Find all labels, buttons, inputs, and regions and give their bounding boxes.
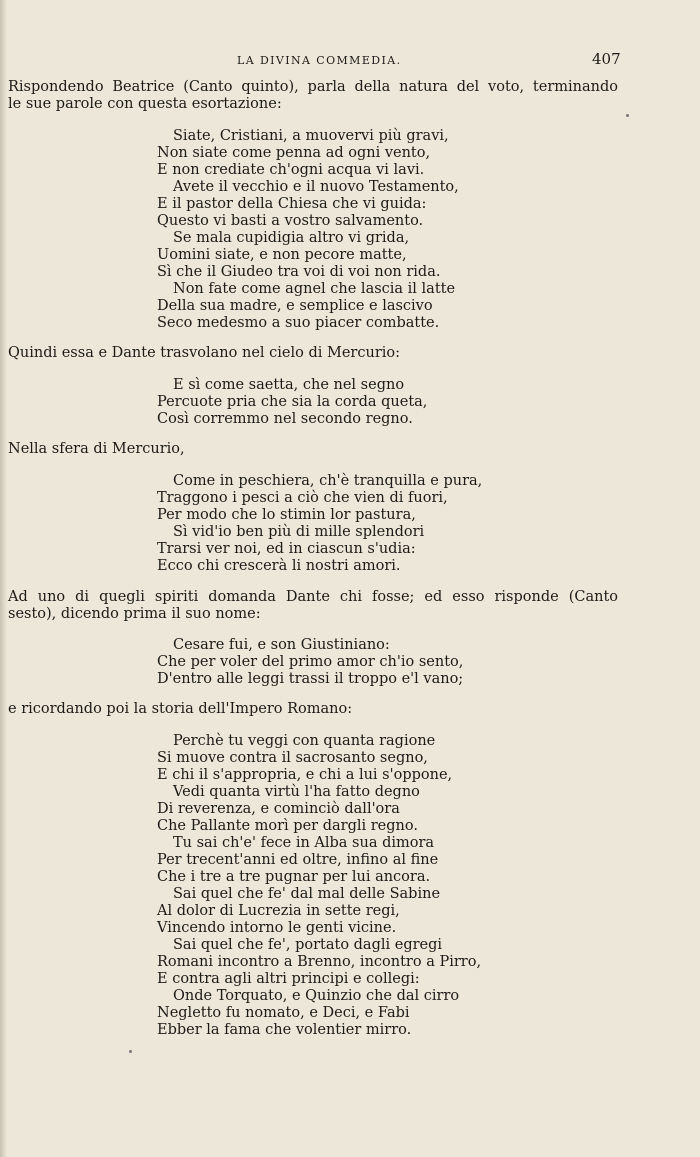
verse-line: Vincendo intorno le genti vicine.	[157, 920, 397, 936]
prose-line: le sue parole con questa esortazione:	[8, 96, 282, 112]
prose-line: Ad uno di quegli spiriti domanda Dante chi fosse; ed esso risponde (Canto	[8, 589, 618, 605]
prose-line: sesto), dicendo prima il suo nome:	[8, 606, 261, 622]
verse-line: Se mala cupidigia altro vi grida,	[173, 230, 410, 246]
verse-line: E contra agli altri principi e collegi:	[157, 971, 420, 987]
verse-line: Sì che il Giudeo tra voi di voi non rida.	[157, 264, 441, 280]
prose-line: Quindi essa e Dante trasvolano nel cielo di Mercurio:	[8, 345, 401, 361]
verse-line: E il pastor della Chiesa che vi guida:	[157, 196, 427, 212]
verse-line: Percuote pria che sia la corda queta,	[157, 394, 428, 410]
verse-line: E chi il s'appropria, e chi a lui s'oppone,	[157, 767, 453, 783]
prose-line: Rispondendo Beatrice (Canto quinto), parla della natura del voto, terminando	[8, 79, 618, 95]
verse-line: Ebber la fama che volentier mirro.	[157, 1022, 412, 1038]
verse-line: Sì vid'io ben più di mille splendori	[173, 524, 425, 540]
page-binding-edge	[0, 0, 7, 1157]
verse-line: Al dolor di Lucrezia in sette regi,	[157, 903, 400, 919]
verse-line: Della sua madre, e semplice e lascivo	[157, 298, 433, 314]
verse-line: Tu sai ch'e' fece in Alba sua dimora	[173, 835, 435, 851]
verse-line: Vedi quanta virtù l'ha fatto degno	[173, 784, 420, 800]
verse-line: Siate, Cristiani, a muovervi più gravi,	[173, 128, 449, 144]
verse-line: Questo vi basti a vostro salvamento.	[157, 213, 424, 229]
verse-line: Che per voler del primo amor ch'io sento,	[157, 654, 464, 670]
verse-line: Per trecent'anni ed oltre, infino al fine	[157, 852, 439, 868]
verse-line: D'entro alle leggi trassi il troppo e'l vano;	[157, 671, 464, 687]
verse-line: Trarsi ver noi, ed in ciascun s'udia:	[157, 541, 416, 557]
verse-line: Così corremmo nel secondo regno.	[157, 411, 413, 427]
page-header	[0, 50, 700, 74]
verse-line: Ecco chi crescerà li nostri amori.	[157, 558, 401, 574]
verse-line: Sai quel che fe', portato dagli egregi	[173, 937, 443, 953]
verse-line: E non crediate ch'ogni acqua vi lavi.	[157, 162, 425, 178]
running-title: LA DIVINA COMMEDIA.	[237, 54, 402, 67]
prose-line: Nella sfera di Mercurio,	[8, 441, 185, 457]
verse-line: Sai quel che fe' dal mal delle Sabine	[173, 886, 441, 902]
verse-line: Che i tre a tre pugnar per lui ancora.	[157, 869, 431, 885]
prose-line: e ricordando poi la storia dell'Impero Romano:	[8, 701, 353, 717]
verse-line: Seco medesmo a suo piacer combatte.	[157, 315, 440, 331]
verse-line: Traggono i pesci a ciò che vien di fuori,	[157, 490, 448, 506]
page-number: 407	[592, 50, 621, 68]
verse-line: Cesare fui, e son Giustiniano:	[173, 637, 390, 653]
verse-line: Romani incontro a Brenno, incontro a Pirro,	[157, 954, 482, 970]
verse-line: Negletto fu nomato, e Deci, e Fabi	[157, 1005, 410, 1021]
verse-line: E sì come saetta, che nel segno	[173, 377, 405, 393]
verse-line: Che Pallante morì per dargli regno.	[157, 818, 418, 834]
verse-line: Non fate come agnel che lascia il latte	[173, 281, 456, 297]
verse-line: Di reverenza, e cominciò dall'ora	[157, 801, 400, 817]
verse-line: Come in peschiera, ch'è tranquilla e pura,	[173, 473, 483, 489]
verse-line: Avete il vecchio e il nuovo Testamento,	[173, 179, 459, 195]
verse-line: Perchè tu veggi con quanta ragione	[173, 733, 436, 749]
verse-line: Non siate come penna ad ogni vento,	[157, 145, 431, 161]
speck-mark	[129, 1050, 132, 1053]
verse-line: Per modo che lo stimin lor pastura,	[157, 507, 416, 523]
speck-mark	[626, 114, 629, 117]
verse-line: Si muove contra il sacrosanto segno,	[157, 750, 428, 766]
verse-line: Uomini siate, e non pecore matte,	[157, 247, 407, 263]
verse-line: Onde Torquato, e Quinzio che dal cirro	[173, 988, 460, 1004]
